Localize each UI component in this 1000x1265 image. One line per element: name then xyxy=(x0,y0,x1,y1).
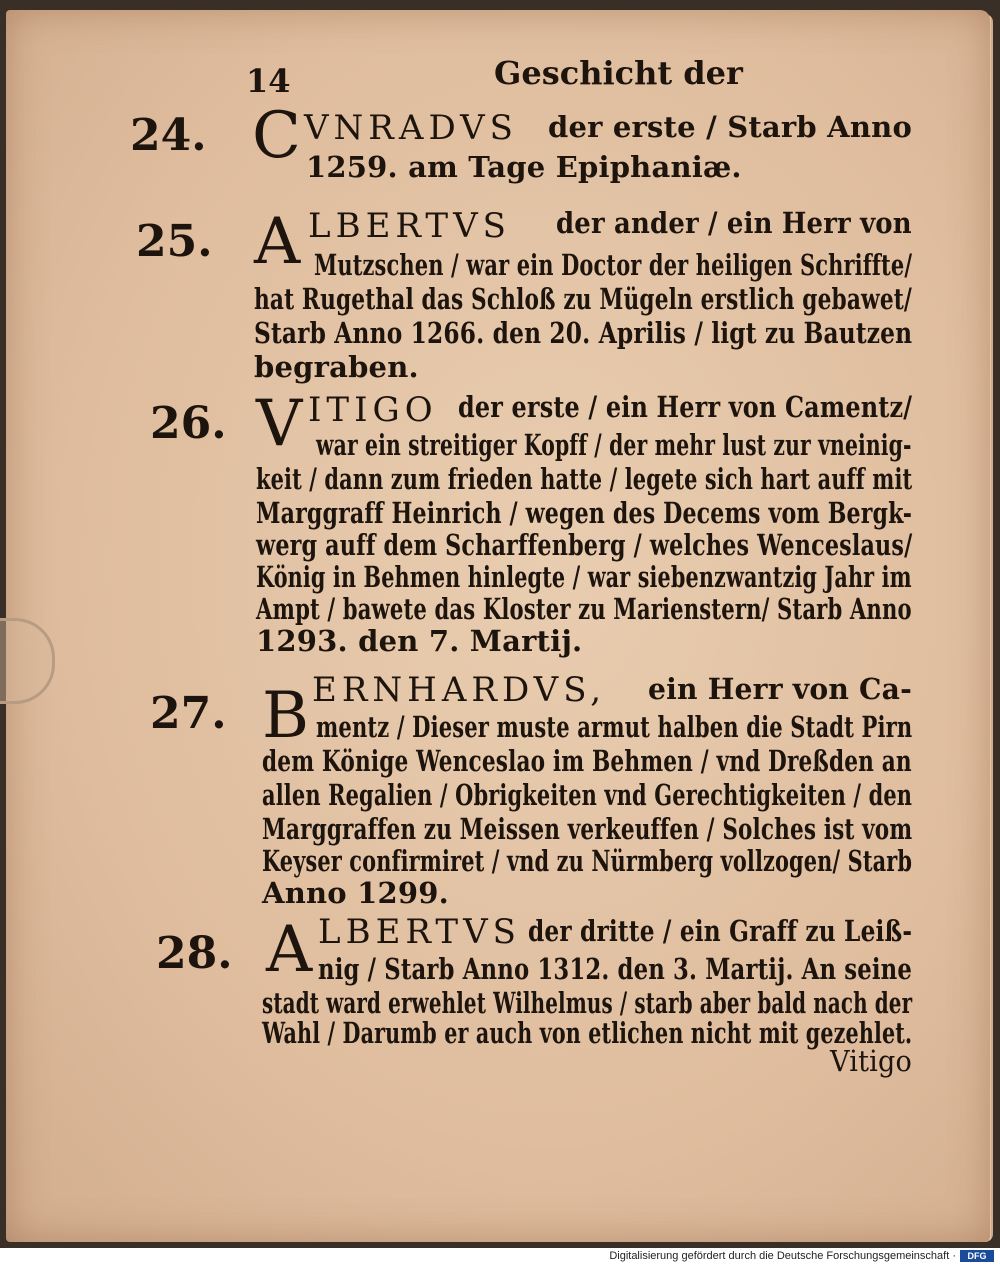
entry-line: nig / Starb Anno 1312. den 3. Martij. An seine xyxy=(318,952,913,986)
entry-line: Marggraff Heinrich / wegen des Decems vom Bergk- xyxy=(256,496,913,530)
entry-number: 26. xyxy=(150,398,227,449)
entry-line: Wahl / Darumb er auch von etlichen nicht mit gezehlet. xyxy=(262,1016,913,1050)
entry-line: keit / dann zum frieden hatte / legete sich hart auff mit xyxy=(256,462,913,496)
entry-line: der ander / ein Herr von xyxy=(556,206,912,240)
catchword: Vitigo xyxy=(830,1044,912,1078)
entry-number: 27. xyxy=(150,688,227,739)
entry-line: Anno 1299. xyxy=(262,876,449,910)
entry-line: Starb Anno 1266. den 20. Aprilis / ligt zu Bautzen xyxy=(254,316,913,350)
entry-line: der erste / Starb Anno xyxy=(548,110,912,144)
initial-letter: B xyxy=(262,679,310,753)
initial-letter: A xyxy=(254,205,301,279)
entry-line: der erste / ein Herr von Camentz/ xyxy=(458,390,913,424)
entry-line: mentz / Dieser muste armut halben die Stadt Pirn xyxy=(316,710,913,744)
running-head: Geschicht der xyxy=(494,54,743,92)
initial-letter: C xyxy=(252,99,301,173)
entry-line: König in Behmen hinlegte / war siebenzwantzig Jahr im xyxy=(256,560,912,594)
entry-line: 1259. am Tage Epiphaniæ. xyxy=(306,150,742,184)
entry-line: Ampt / bawete das Kloster zu Marienstern/ Starb Anno xyxy=(256,592,912,626)
initial-letter: V xyxy=(256,387,303,461)
entry-line: allen Regalien / Obrigkeiten vnd Gerechtigkeiten / den xyxy=(262,778,913,812)
entry-line: begraben. xyxy=(254,350,419,384)
entry-number: 25. xyxy=(136,216,213,267)
entry-line: stadt ward erwehlet Wilhelmus / starb aber bald nach der xyxy=(262,986,913,1020)
entry-line: Marggraffen zu Meissen verkeuffen / Solches ist vom xyxy=(262,812,913,846)
entry-number: 28. xyxy=(156,928,233,979)
book-clasp xyxy=(0,618,55,704)
entry-name: ERNHARDVS, xyxy=(312,670,607,710)
entry-line: dem Könige Wenceslao im Behmen / vnd Dreßden an xyxy=(262,744,912,778)
dfg-logo: DFG xyxy=(960,1250,994,1262)
entry-line: Mutzschen / war ein Doctor der heiligen Schriffte/ xyxy=(314,248,913,282)
entry-number: 24. xyxy=(130,110,207,161)
entry-name: LBERTVS xyxy=(318,912,521,952)
initial-letter: A xyxy=(266,913,313,987)
entry-name: ITIGO xyxy=(308,390,438,430)
entry-line: war ein streitiger Kopff / der mehr lust zur vneinig- xyxy=(316,428,912,462)
entry-line: der dritte / ein Graff zu Leiß- xyxy=(528,914,913,948)
entry-line: ein Herr von Ca- xyxy=(648,672,913,706)
funding-credit: Digitalisierung gefördert durch die Deutsche Forschungsgemeinschaft · xyxy=(609,1250,956,1262)
entry-line: Keyser confirmiret / vnd zu Nürmberg vollzogen/ Starb xyxy=(262,844,913,878)
page-number: 14 xyxy=(246,62,291,100)
entry-line: 1293. den 7. Martij. xyxy=(256,624,583,658)
entry-name: LBERTVS xyxy=(308,206,511,246)
entry-name: VNRADVS xyxy=(304,108,518,148)
entry-line: hat Rugethal das Schloß zu Mügeln erstlich gebawet/ xyxy=(254,282,912,316)
entry-line: werg auff dem Scharffenberg / welches Wenceslaus/ xyxy=(256,528,913,562)
